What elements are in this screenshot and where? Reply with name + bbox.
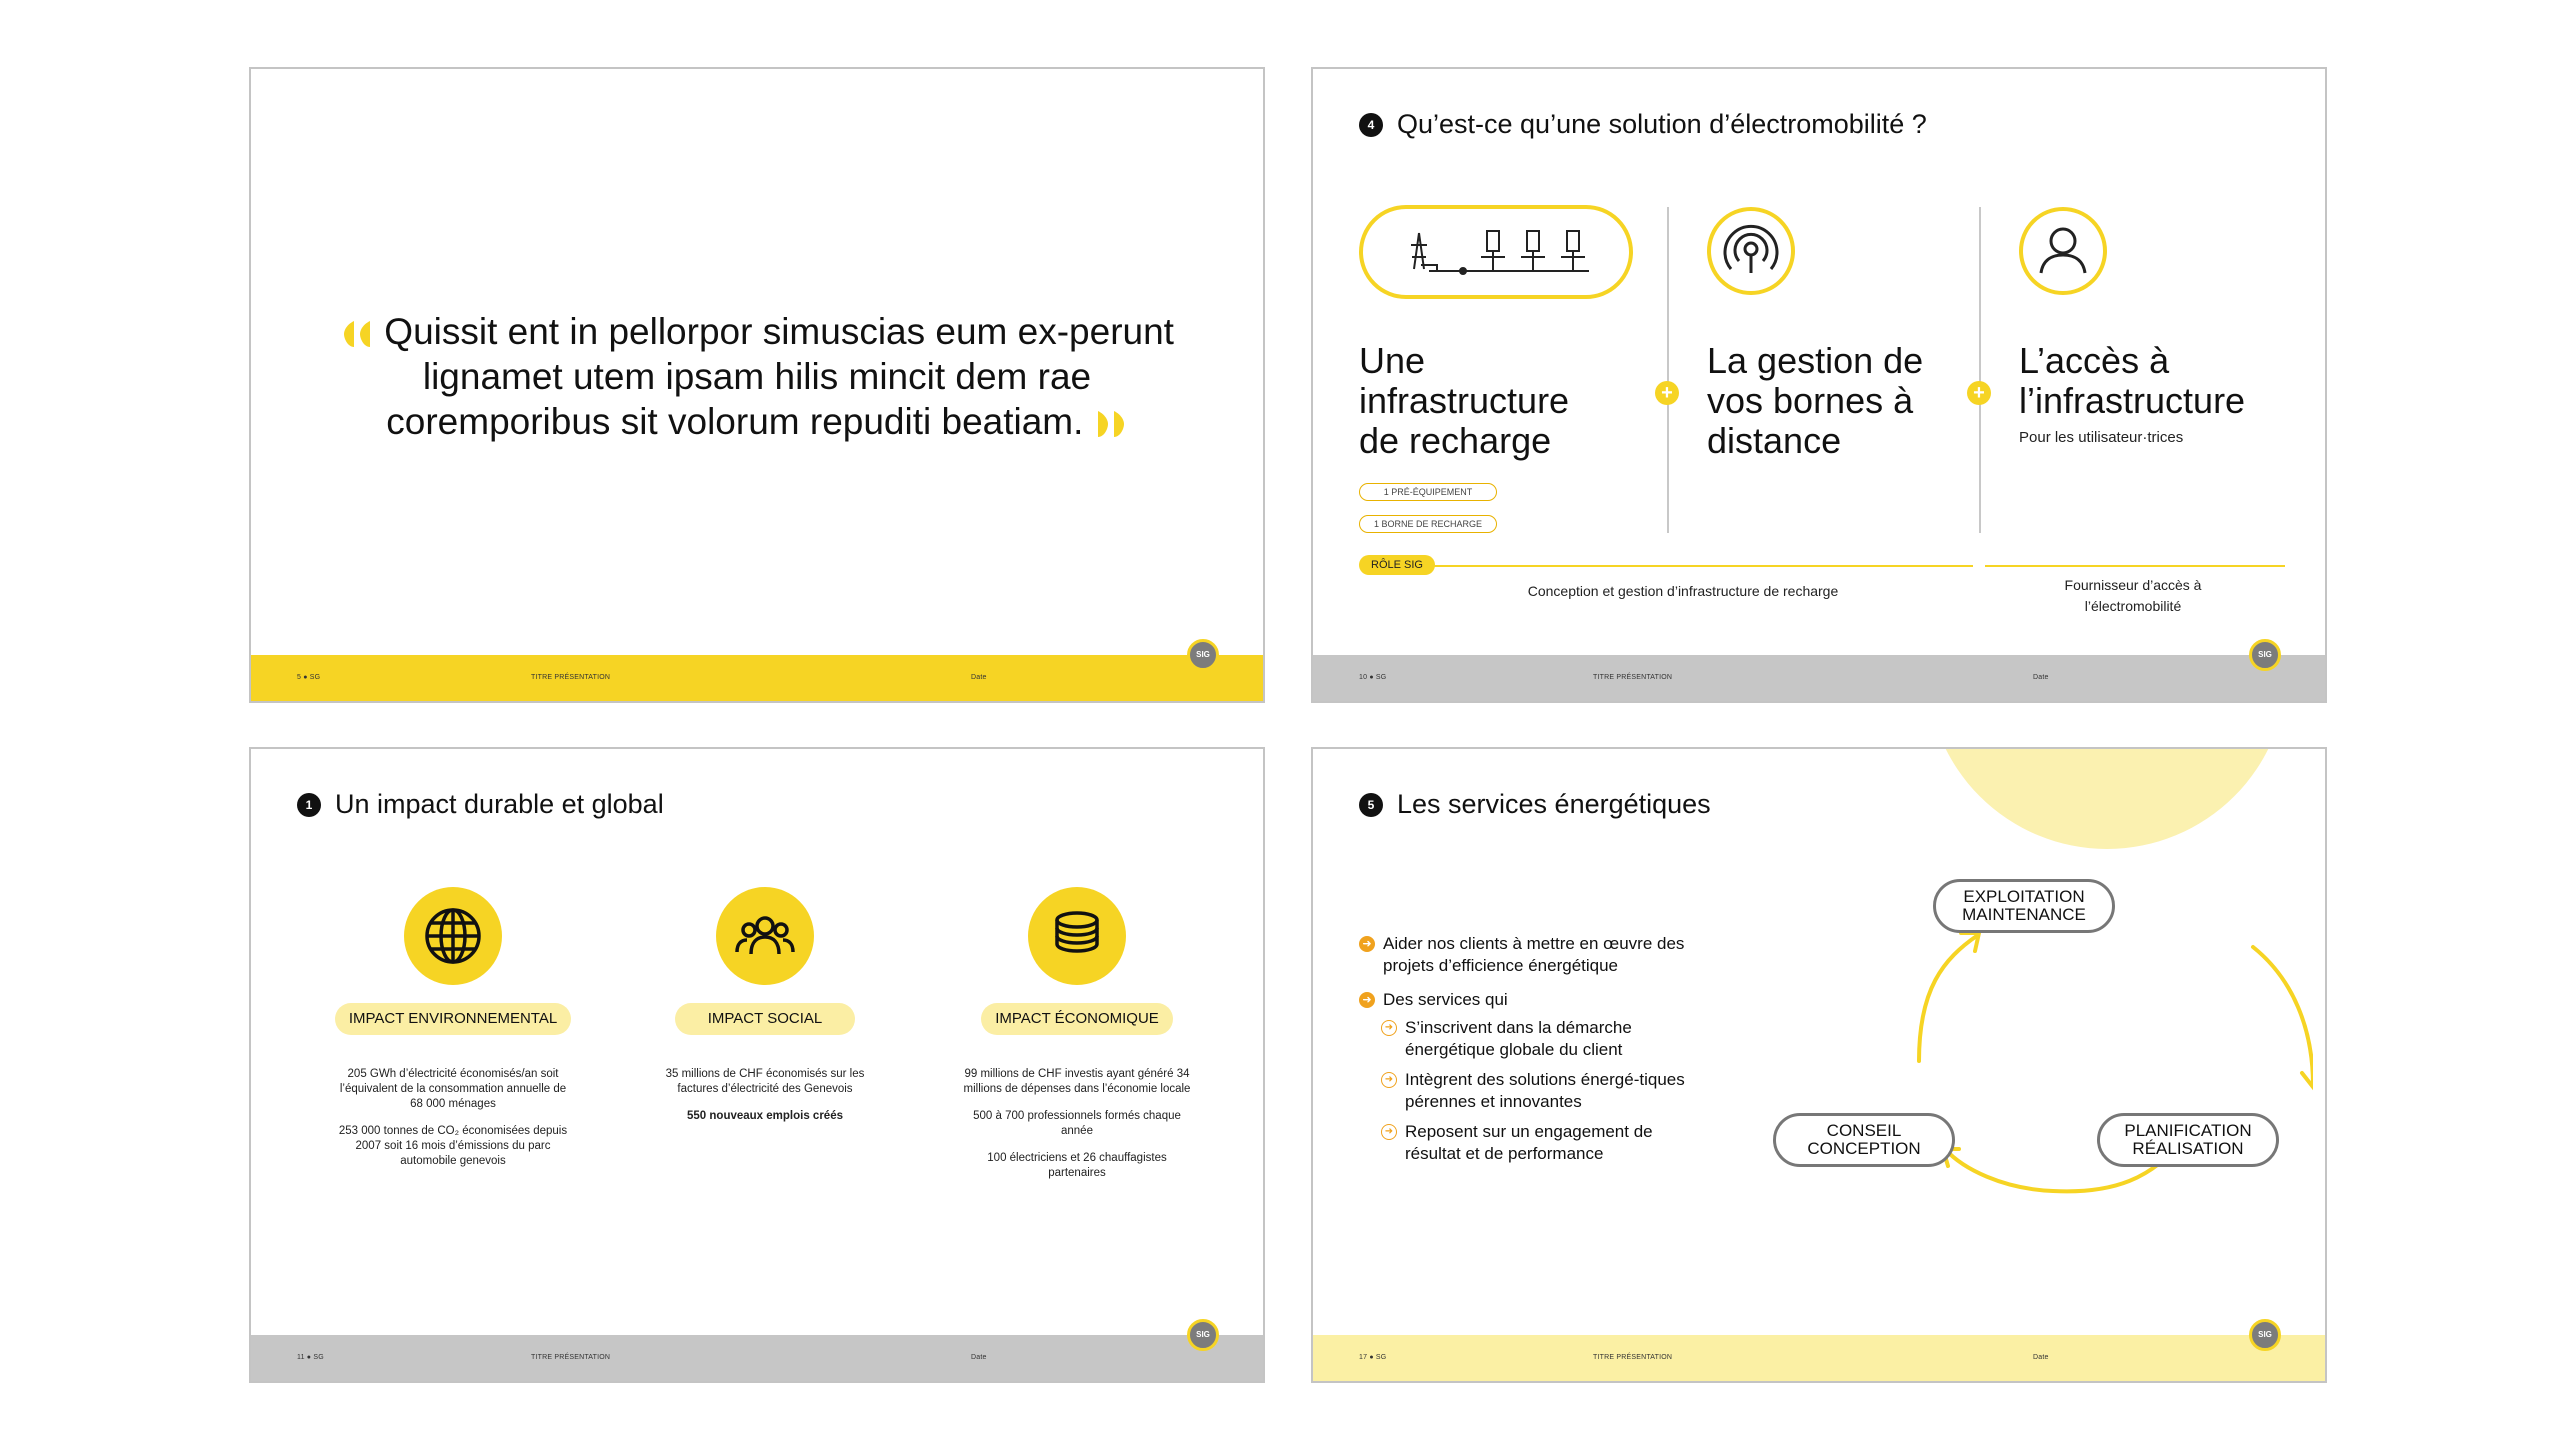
charging-network-icon — [1359, 205, 1633, 304]
impact-economic — [957, 887, 1197, 1193]
arrow-bullet-icon: ➜ — [1359, 992, 1375, 1008]
open-quote-icon — [340, 319, 374, 349]
impact-label: IMPACT ENVIRONNEMENTAL — [335, 1003, 571, 1035]
impact-details — [957, 1067, 1197, 1181]
slide-energy-services[interactable] — [1311, 747, 2327, 1383]
role-badge: RÔLE SIG — [1359, 555, 1435, 575]
sub-bullet-text: Reposent sur un engagement de résultat et de performance — [1405, 1122, 1653, 1163]
sub-bullet-text: S’inscrivent dans la démarche énergétique globale du client — [1405, 1018, 1632, 1059]
col2-heading: La gestion de vos bornes à distance — [1707, 340, 1924, 461]
role-text-right: Fournisseur d’accès à l’électromobilité — [2064, 577, 2202, 614]
slide-impact[interactable] — [249, 747, 1265, 1383]
impact-environment — [333, 887, 573, 1181]
sub-bullet-text: Intègrent des solutions énergé-tiques pérennes et innovantes — [1405, 1070, 1685, 1111]
node-line: CONCEPTION — [1807, 1139, 1921, 1158]
slide-footer — [1313, 655, 2325, 701]
node-line: EXPLOITATION — [1963, 887, 2085, 906]
node-line: PLANIFICATION — [2124, 1121, 2252, 1140]
impact-stat: 205 GWh d’électricité économisés/an soit l’équivalent de la consommation annuelle de 68 000 ménages — [339, 1068, 567, 1110]
section-number: 4 — [1359, 113, 1383, 137]
impact-stat: 253 000 tonnes de CO₂ économisées depuis 2007 soit 16 mois d’émissions du parc automobile genevois — [338, 1125, 568, 1167]
footer-page: 5 ● SG — [297, 674, 321, 681]
sub-bullet-item — [1381, 1121, 1699, 1165]
divider — [1667, 207, 1669, 533]
impact-stat: 500 à 700 professionnels formés chaque année — [973, 1110, 1181, 1137]
plus-icon: + — [1967, 381, 1991, 405]
cycle-node-conseil — [1773, 1113, 1955, 1167]
footer-date: Date — [2033, 674, 2049, 681]
sub-bullet-item — [1381, 1069, 1699, 1113]
quote-block — [311, 309, 1203, 444]
sub-bullet-item — [1381, 1017, 1699, 1061]
node-line: MAINTENANCE — [1962, 905, 2086, 924]
tag-pre-equipement: 1 PRÉ-ÉQUIPEMENT — [1359, 483, 1497, 501]
impact-social — [645, 887, 885, 1136]
slide-footer — [251, 655, 1263, 701]
divider — [1979, 207, 1981, 533]
impact-details — [645, 1067, 885, 1124]
bullet-text: Des services qui — [1383, 990, 1508, 1009]
footer-page: 10 ● SG — [1359, 674, 1387, 681]
col1-heading: Une infrastructure de recharge — [1359, 340, 1570, 461]
slide-title — [1359, 789, 1711, 820]
close-quote-icon — [1094, 409, 1128, 439]
col3-subtext: Pour les utilisateur·trices — [2019, 429, 2184, 446]
decorative-circle — [1927, 747, 2287, 849]
slide-footer — [1313, 1335, 2325, 1381]
title-text: Un impact durable et global — [335, 789, 664, 819]
slide-title — [297, 789, 664, 820]
slide-footer — [251, 1335, 1263, 1381]
footer-title: TITRE PRÉSENTATION — [1593, 674, 1673, 681]
sig-logo: SIG — [2249, 1319, 2281, 1351]
footer-page: 17 ● SG — [1359, 1354, 1387, 1361]
col3-heading: L’accès à l’infrastructure — [2019, 340, 2246, 421]
footer-title: TITRE PRÉSENTATION — [531, 1354, 611, 1361]
impact-details — [333, 1067, 573, 1169]
footer-page: 11 ● SG — [297, 1354, 324, 1361]
slide-title — [1359, 109, 1927, 140]
plus-icon: + — [1655, 381, 1679, 405]
impact-stat: 99 millions de CHF investis ayant généré 34 millions de dépenses dans l’économie locale — [963, 1068, 1191, 1095]
arrow-outline-icon: ➜ — [1381, 1072, 1397, 1088]
user-icon — [2019, 207, 2107, 300]
quote-text: Quissit ent in pellorpor simuscias eum ex-perunt lignamet utem ipsam hilis mincit dem rae coremporibus sit volorum repuditi beatiam. — [384, 311, 1174, 442]
role-line — [1985, 565, 2285, 567]
arrow-outline-icon: ➜ — [1381, 1020, 1397, 1036]
footer-title: TITRE PRÉSENTATION — [1593, 1354, 1673, 1361]
role-text-left: Conception et gestion d’infrastructure de recharge — [1527, 583, 1839, 599]
bullet-item — [1359, 989, 1699, 1011]
remote-signal-icon — [1707, 207, 1795, 300]
section-number: 1 — [297, 793, 321, 817]
cycle-node-planification — [2097, 1113, 2279, 1167]
slide-quote[interactable] — [249, 67, 1265, 703]
impact-label: IMPACT ÉCONOMIQUE — [981, 1003, 1173, 1035]
arrow-outline-icon: ➜ — [1381, 1124, 1397, 1140]
role-line — [1433, 565, 1973, 567]
impact-stat: 35 millions de CHF économisés sur les factures d’électricité des Genevois — [665, 1068, 865, 1095]
footer-date: Date — [971, 1354, 987, 1361]
sig-logo: SIG — [1187, 1319, 1219, 1351]
slide-electromobility[interactable] — [1311, 67, 2327, 703]
title-text: Les services énergétiques — [1397, 789, 1711, 819]
coins-icon — [1028, 887, 1126, 985]
footer-title: TITRE PRÉSENTATION — [531, 674, 611, 681]
node-line: RÉALISATION — [2132, 1139, 2244, 1158]
impact-stat: 100 électriciens et 26 chauffagistes partenaires — [987, 1152, 1167, 1179]
bullet-text: Aider nos clients à mettre en œuvre des projets d’efficience énergétique — [1383, 934, 1685, 975]
impact-stat: 550 nouveaux emplois créés — [687, 1110, 843, 1122]
bullet-item — [1359, 933, 1699, 977]
globe-icon — [404, 887, 502, 985]
section-number: 5 — [1359, 793, 1383, 817]
tag-borne: 1 BORNE DE RECHARGE — [1359, 515, 1497, 533]
arrow-bullet-icon: ➜ — [1359, 936, 1375, 952]
footer-date: Date — [971, 674, 987, 681]
bullet-list — [1359, 933, 1699, 1173]
people-icon — [716, 887, 814, 985]
cycle-node-exploitation — [1933, 879, 2115, 933]
sig-logo: SIG — [2249, 639, 2281, 671]
title-text: Qu’est-ce qu’une solution d’électromobilité ? — [1397, 109, 1927, 139]
sig-logo: SIG — [1187, 639, 1219, 671]
impact-label: IMPACT SOCIAL — [675, 1003, 855, 1035]
footer-date: Date — [2033, 1354, 2049, 1361]
node-line: CONSEIL — [1826, 1121, 1902, 1140]
